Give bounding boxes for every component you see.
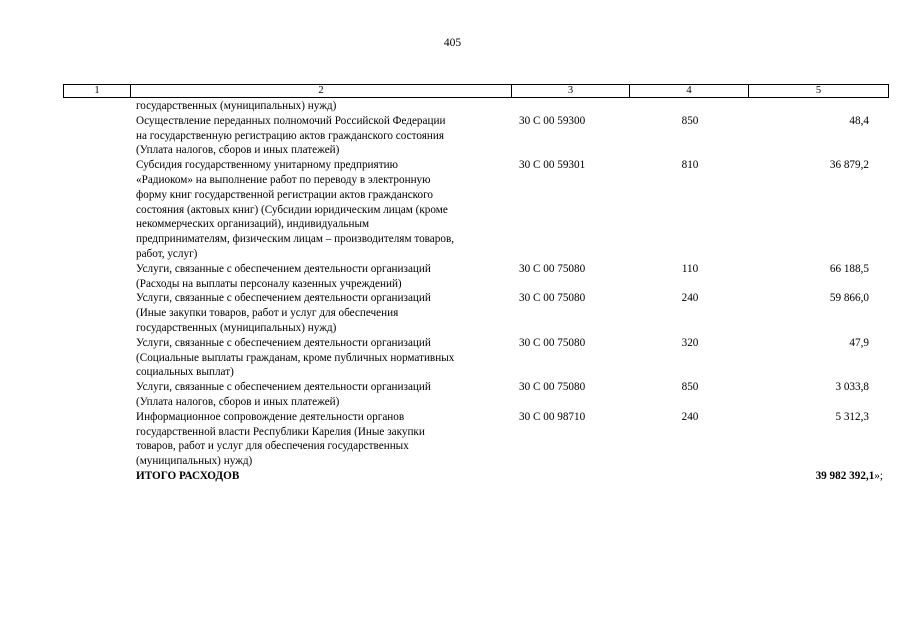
row-expense-type: 850 — [681, 381, 699, 394]
description-line: государственных (муниципальных) нужд) — [136, 100, 337, 112]
description-line: Услуги, связанные с обеспечением деятельности организаций — [136, 292, 431, 305]
description-line: Услуги, связанные с обеспечением деятельности организаций — [136, 262, 431, 275]
description-line: (муниципальных) нужд) — [136, 455, 253, 468]
header-col-4: 4 — [630, 85, 749, 97]
description-line: (Уплата налогов, сборов и иных платежей) — [136, 395, 340, 408]
description-line: Услуги, связанные с обеспечением деятельности организаций — [136, 381, 431, 394]
table-header — [63, 84, 889, 98]
description-line: государственных (муниципальных) нужд) — [136, 321, 337, 334]
row-expense-type: 240 — [681, 410, 699, 423]
description-line: (Уплата налогов, сборов и иных платежей) — [136, 144, 340, 157]
total-label: ИТОГО РАСХОДОВ — [136, 469, 240, 482]
total-amount-cell — [816, 469, 883, 484]
row-amount: 3 033,8 — [835, 381, 869, 394]
description-line: (Социальные выплаты гражданам, кроме публичных нормативных — [136, 351, 455, 364]
row-expense-type: 850 — [681, 114, 699, 127]
row-amount: 48,4 — [849, 114, 869, 127]
row-expense-type: 810 — [681, 159, 699, 172]
row-code: 30 С 00 75080 — [519, 381, 586, 394]
row-code: 30 С 00 75080 — [519, 292, 586, 305]
row-description — [136, 114, 508, 158]
description-line: (Иные закупки товаров, работ и услуг для обеспечения — [136, 307, 399, 320]
row-code: 30 С 00 59300 — [519, 114, 586, 127]
header-col-2: 2 — [131, 85, 512, 97]
header-col-3: 3 — [512, 85, 630, 97]
table-row — [0, 291, 905, 335]
row-amount: 36 879,2 — [829, 159, 869, 172]
description-line: работ, услуг) — [136, 247, 198, 260]
description-line: форму книг государственной регистрации актов гражданского — [136, 188, 434, 201]
description-line: предпринимателям, физическим лицам – производителям товаров, — [136, 233, 455, 246]
description-line: Информационное сопровождение деятельности органов — [136, 410, 405, 423]
table-row — [0, 158, 905, 262]
row-description — [136, 262, 508, 292]
description-line: состояния (актовых книг) (Субсидии юридическим лицам (кроме — [136, 203, 448, 216]
total-row — [0, 469, 905, 484]
row-code: 30 С 00 75080 — [519, 262, 586, 275]
row-expense-type: 320 — [681, 336, 699, 349]
description-line: «Радиоком» на выполнение работ по переводу в электронную — [136, 173, 431, 186]
header-col-5: 5 — [815, 85, 822, 96]
table-row — [0, 336, 905, 380]
description-line: Услуги, связанные с обеспечением деятельности организаций — [136, 336, 431, 349]
description-line: Субсидия государственному унитарному предприятию — [136, 159, 398, 172]
total-suffix: »; — [874, 469, 883, 482]
row-expense-type: 110 — [681, 262, 699, 275]
row-description — [136, 336, 508, 380]
row-description — [136, 158, 508, 262]
description-line: государственной власти Республики Карелия (Иные закупки — [136, 425, 425, 438]
row-description — [136, 410, 508, 469]
row-amount: 66 188,5 — [829, 262, 869, 275]
table-row — [0, 114, 905, 158]
description-line: некоммерческих организаций), индивидуальным — [136, 218, 370, 231]
page-number: 405 — [443, 37, 462, 49]
row-code: 30 С 00 75080 — [519, 336, 586, 349]
description-line: социальных выплат) — [136, 366, 234, 379]
header-col-1: 1 — [64, 85, 131, 97]
table-row — [0, 410, 905, 469]
row-description — [136, 380, 508, 410]
row-amount: 47,9 — [849, 336, 869, 349]
row-code: 30 С 00 59301 — [519, 159, 586, 172]
row-description — [136, 99, 508, 114]
row-amount: 5 312,3 — [835, 410, 869, 423]
description-line: Осуществление переданных полномочий Российской Федерации — [136, 114, 446, 127]
description-line: на государственную регистрацию актов гражданского состояния — [136, 129, 444, 142]
row-expense-type: 240 — [681, 292, 699, 305]
row-code: 30 С 00 98710 — [519, 410, 586, 423]
row-description — [136, 291, 508, 335]
total-amount: 39 982 392,1 — [815, 469, 875, 482]
description-line: (Расходы на выплаты персоналу казенных учреждений) — [136, 277, 402, 290]
row-amount: 59 866,0 — [829, 292, 869, 305]
table-row — [0, 99, 905, 114]
table-row — [0, 380, 905, 410]
table-body — [0, 99, 905, 484]
table-row — [0, 262, 905, 292]
description-line: товаров, работ и услуг для обеспечения государственных — [136, 440, 409, 453]
